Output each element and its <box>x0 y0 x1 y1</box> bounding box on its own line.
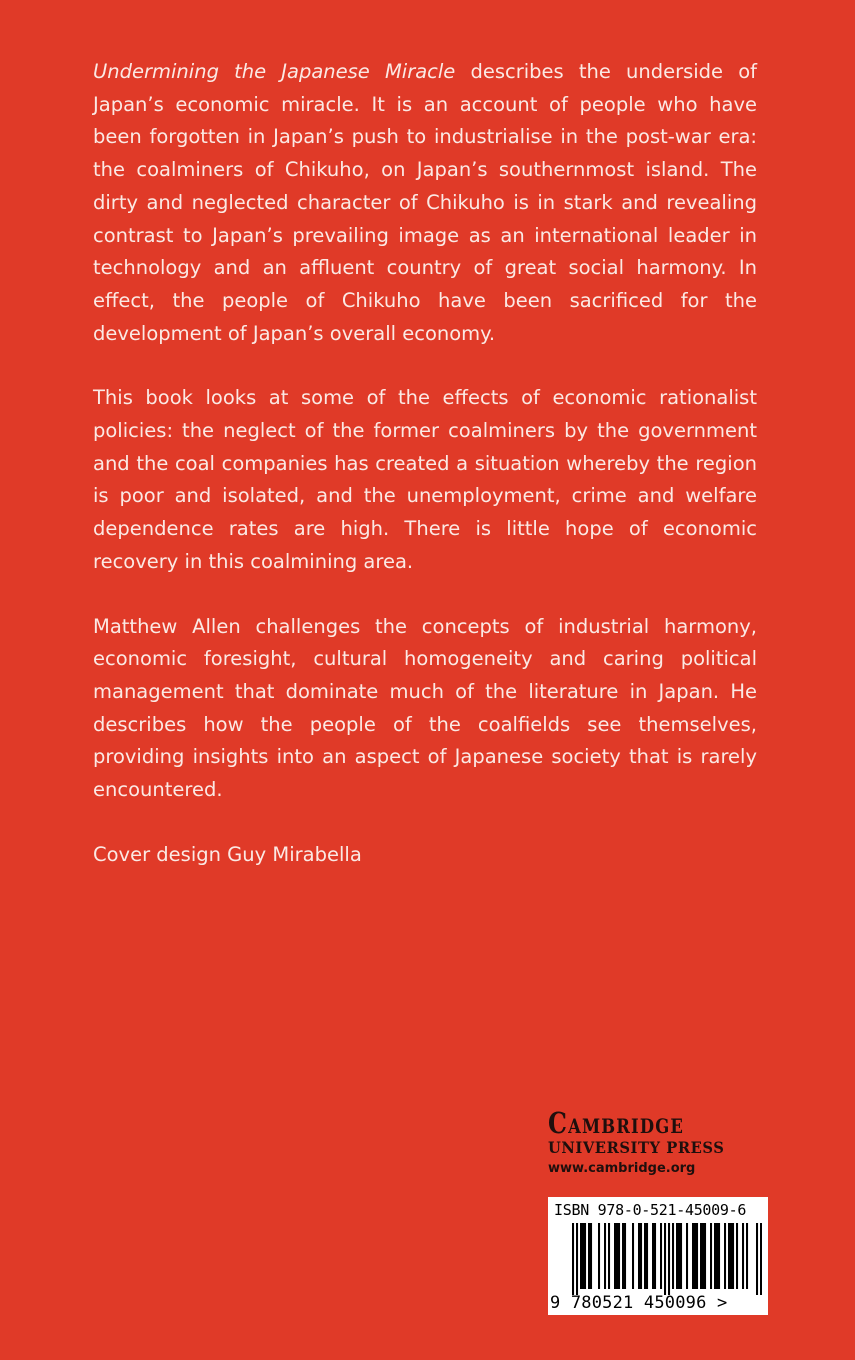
publisher-subtitle: UNIVERSITY PRESS <box>548 1138 725 1157</box>
barcode-bar <box>580 1223 582 1289</box>
barcode-bar <box>590 1223 592 1289</box>
barcode-bar <box>714 1223 716 1289</box>
barcode-bar <box>694 1223 696 1289</box>
cover-design-credit: Cover design Guy Mirabella <box>93 842 362 866</box>
barcode-bar <box>676 1223 678 1289</box>
barcode-bar <box>604 1223 606 1289</box>
barcode-bar <box>678 1223 680 1289</box>
barcode-bar <box>632 1223 634 1289</box>
barcode-bar <box>692 1223 694 1289</box>
barcode-bar <box>638 1223 640 1289</box>
barcode-bars <box>556 1223 762 1295</box>
barcode-bar <box>724 1223 726 1289</box>
barcode-bar <box>598 1223 600 1289</box>
isbn-barcode <box>548 1197 768 1315</box>
barcode-bar <box>660 1223 662 1289</box>
barcode-bar <box>584 1223 586 1289</box>
barcode-bar <box>616 1223 618 1289</box>
barcode-bar <box>588 1223 590 1289</box>
book-title: Undermining the Japanese Miracle <box>93 60 456 83</box>
publisher-url: www.cambridge.org <box>548 1161 696 1176</box>
barcode-digits: 9 780521 450096 > <box>550 1293 728 1313</box>
blurb-paragraph-2: This book looks at some of the effects of economic rationalist policies: the neglect of the former coalminers by the government and the coal companies has created a situation whereby the region is poor and isolated, and the unemployment, crime and welfare dependence rates are high. There is little hope of economic recovery in this coalmining area. <box>93 386 757 573</box>
barcode-bar <box>652 1223 654 1289</box>
isbn-label: ISBN 978-0-521-45009-6 <box>554 1201 747 1219</box>
barcode-bar <box>732 1223 734 1289</box>
barcode-bar <box>716 1223 718 1289</box>
barcode-bar <box>700 1223 702 1289</box>
barcode-bar <box>742 1223 744 1289</box>
barcode-bar <box>680 1223 682 1289</box>
barcode-bar <box>582 1223 584 1289</box>
barcode-bar <box>760 1223 762 1295</box>
barcode-bar <box>608 1223 610 1289</box>
barcode-bar <box>702 1223 704 1289</box>
barcode-bar <box>710 1223 712 1289</box>
barcode-bar <box>704 1223 706 1289</box>
barcode-bar <box>618 1223 620 1289</box>
barcode-bar <box>644 1223 646 1289</box>
barcode-bar <box>746 1223 748 1289</box>
barcode-bar <box>668 1223 670 1295</box>
blurb-paragraph-1 <box>93 56 757 350</box>
publisher-logo <box>548 1108 770 1178</box>
barcode-bar <box>718 1223 720 1289</box>
barcode-bar <box>646 1223 648 1289</box>
blurb-paragraph-3: Matthew Allen challenges the concepts of industrial harmony, economic foresight, cultural homogeneity and caring political management that dominate much of the literature in Japan. He describes how the people of the coalfields see themselves, providing insights into an aspect of Japanese society that is rarely encountered. <box>93 614 757 802</box>
barcode-bar <box>614 1223 616 1289</box>
barcode-bar <box>686 1223 688 1289</box>
barcode-bar <box>624 1223 626 1289</box>
barcode-bar <box>696 1223 698 1289</box>
barcode-bar <box>672 1223 674 1289</box>
barcode-bar <box>622 1223 624 1289</box>
barcode-bar <box>572 1223 574 1295</box>
barcode-bar <box>654 1223 656 1289</box>
barcode-bar <box>664 1223 666 1295</box>
barcode-bar <box>756 1223 758 1295</box>
blurb-paragraph-1-text: describes the underside of Japan’s economic miracle. It is an account of people who have been forgotten in Japan’s push to industrialise in the post-war era: the coalminers of Chikuho, on Japan’s southernmost island. The dirty and neglected character of Chikuho is in stark and revealing contrast to Japan’s prevailing image as an international leader in technology and an affluent country of great social harmony. In effect, the people of Chikuho have been sacrificed for the development of Japan’s overall economy. <box>93 60 757 345</box>
barcode-bar <box>640 1223 642 1289</box>
barcode-bar <box>736 1223 738 1289</box>
barcode-bar <box>576 1223 578 1295</box>
barcode-bar <box>730 1223 732 1289</box>
barcode-bar <box>728 1223 730 1289</box>
cover-blurb <box>93 56 757 903</box>
publisher-name: Cambridge <box>548 1106 685 1140</box>
